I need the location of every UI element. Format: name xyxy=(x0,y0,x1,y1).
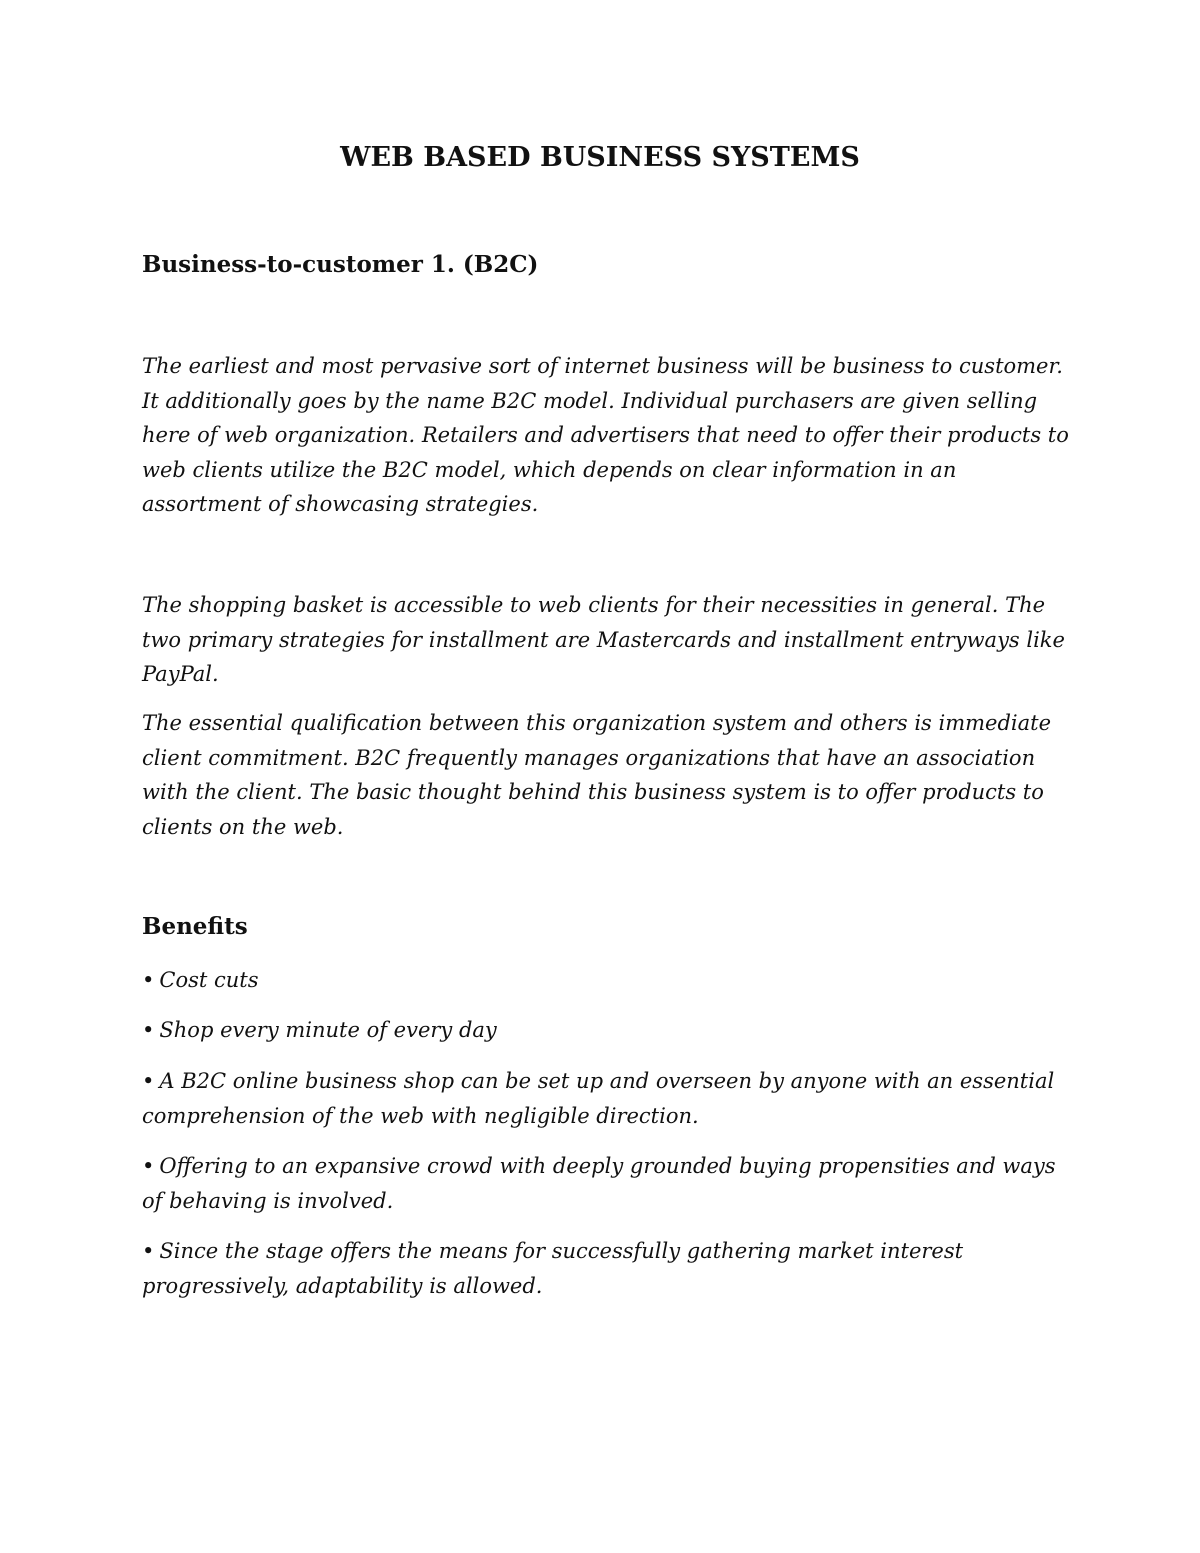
benefit-item xyxy=(142,1013,1072,1048)
benefit-text: Since the stage offers the means for successfully gathering market interest progressively, adaptability is allowed. xyxy=(142,1239,964,1298)
paragraph-client-commitment: The essential qualification between this organization system and others is immediate client commitment. B2C frequently manages organizations that have an association with the client. The basic thought behind this business system is to offer products to clients on the web. xyxy=(142,711,1052,839)
benefit-text: Shop every minute of every day xyxy=(159,1018,497,1042)
benefit-item xyxy=(142,1234,1072,1303)
benefit-item xyxy=(142,1149,1072,1218)
document-title: WEB BASED BUSINESS SYSTEMS xyxy=(340,142,860,173)
paragraph-intro: The earliest and most pervasive sort of internet business will be business to customer. It additionally goes by the name B2C model. Individual purchasers are given selling here of web organization. Retailers and advertisers that need to offer their products to web clients utilize the B2C model, which depends on clear information in an assortment of showcasing strategies. xyxy=(142,354,1069,517)
benefit-text: A B2C online business shop can be set up and overseen by anyone with an essential comprehension of the web with negligible direction. xyxy=(142,1069,1055,1128)
benefit-text: Cost cuts xyxy=(159,968,259,992)
benefit-item xyxy=(142,963,1072,998)
bullet-icon: • xyxy=(142,1018,155,1042)
bullet-icon: • xyxy=(142,968,155,992)
benefit-item xyxy=(142,1064,1072,1133)
bullet-icon: • xyxy=(142,1069,155,1093)
benefit-text: Offering to an expansive crowd with deeply grounded buying propensities and ways of behaving is involved. xyxy=(142,1154,1056,1213)
bullet-icon: • xyxy=(142,1239,155,1263)
section-heading: Business-to-customer 1. (B2C) xyxy=(142,251,539,278)
paragraph-shopping-basket: The shopping basket is accessible to web clients for their necessities in general. The two primary strategies for installment are Mastercards and installment entryways like PayPal. xyxy=(142,593,1065,687)
benefits-heading: Benefits xyxy=(142,913,248,940)
bullet-icon: • xyxy=(142,1154,155,1178)
